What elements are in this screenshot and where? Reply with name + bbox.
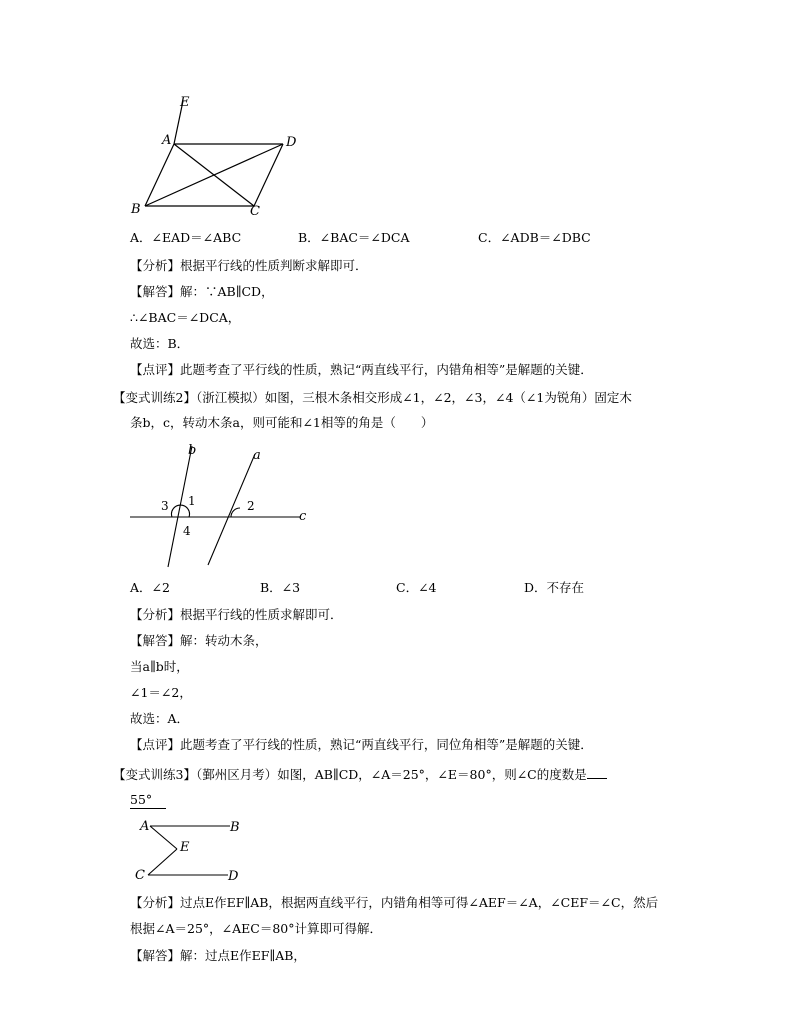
q1-answer: 【解答】解：∵AB∥CD， (130, 284, 274, 299)
segment-ae (150, 826, 177, 849)
q3-title-text: 【变式训练3】（鄞州区月考）如图，AB∥CD，∠A＝25°，∠E＝80°，则∠C的度数是 (113, 767, 587, 782)
q3-analysis-line1: 【分析】过点E作EF∥AB，根据两直线平行，内错角相等可得∠AEF＝∠A，∠CEF＝∠C，然后 (130, 895, 659, 910)
q1-analysis: 【分析】根据平行线的性质判断求解即可． (130, 258, 368, 273)
q3-title-line1 (113, 765, 607, 783)
q3-answer-blank (130, 792, 166, 809)
label-e: E (180, 95, 190, 110)
q3-answer-value: 55° (130, 792, 153, 807)
label-b-stick: b (188, 443, 197, 458)
label-b: B (131, 202, 141, 217)
diagonal-bd (145, 144, 283, 206)
q1-option-c: C．∠ADB＝∠DBC (478, 230, 591, 245)
label-c-stick: c (299, 509, 307, 524)
q1-option-a: A．∠EAD＝∠ABC (130, 230, 242, 245)
q2-option-d: D．不存在 (524, 580, 585, 595)
label-b3: B (230, 820, 240, 835)
q2-step2: ∠1＝∠2， (130, 685, 192, 700)
q3-title-blank (587, 765, 607, 779)
label-d: D (286, 135, 297, 150)
q1-choice: 故选：B． (130, 336, 190, 351)
q3-analysis-line2: 根据∠A＝25°，∠AEC＝80°计算即可得解． (130, 921, 383, 936)
label-d3: D (228, 869, 239, 880)
q2-choice: 故选：A． (130, 711, 190, 726)
angle-arc-1-4 (172, 505, 190, 517)
q2-option-c: C．∠4 (396, 580, 437, 595)
label-a: A (162, 133, 172, 148)
q1-option-b: B．∠BAC＝∠DCA (298, 230, 410, 245)
side-ab (145, 144, 174, 206)
label-e3: E (180, 840, 190, 855)
q2-option-a: A．∠2 (130, 580, 170, 595)
label-c: C (250, 204, 260, 219)
q2-comment: 【点评】此题考查了平行线的性质，熟记“两直线平行，同位角相等”是解题的关键． (130, 737, 593, 752)
angle-label-2: 2 (247, 499, 255, 513)
label-c3: C (135, 868, 145, 880)
q2-option-b: B．∠3 (260, 580, 301, 595)
angle-label-1: 1 (188, 494, 196, 508)
figure-parallelogram (120, 92, 440, 232)
figure-parallel-ab-cd (130, 815, 270, 880)
q2-answer: 【解答】解：转动木条， (130, 633, 268, 648)
q2-step1: 当a∥b时， (130, 659, 189, 674)
angle-arc-2 (231, 508, 240, 517)
segment-ec (148, 849, 177, 875)
q1-step1: ∴∠BAC＝∠DCA， (130, 310, 241, 325)
q2-title-line1: 【变式训练2】（浙江模拟）如图，三根木条相交形成∠1，∠2，∠3，∠4（∠1为锐角）固定木 (113, 390, 632, 405)
side-cd (254, 144, 283, 206)
label-a3: A (140, 819, 150, 834)
q3-answer: 【解答】解：过点E作EF∥AB， (130, 948, 306, 963)
q1-comment: 【点评】此题考查了平行线的性质，熟记“两直线平行，内错角相等”是解题的关键． (130, 362, 593, 377)
label-a-stick: a (253, 448, 261, 463)
angle-label-4: 4 (183, 524, 191, 538)
q2-title-line2: 条b，c，转动木条a，则可能和∠1相等的角是（ ） (130, 415, 434, 430)
q2-analysis: 【分析】根据平行线的性质求解即可． (130, 607, 343, 622)
angle-label-3: 3 (161, 499, 169, 513)
figure-three-sticks (125, 440, 345, 575)
